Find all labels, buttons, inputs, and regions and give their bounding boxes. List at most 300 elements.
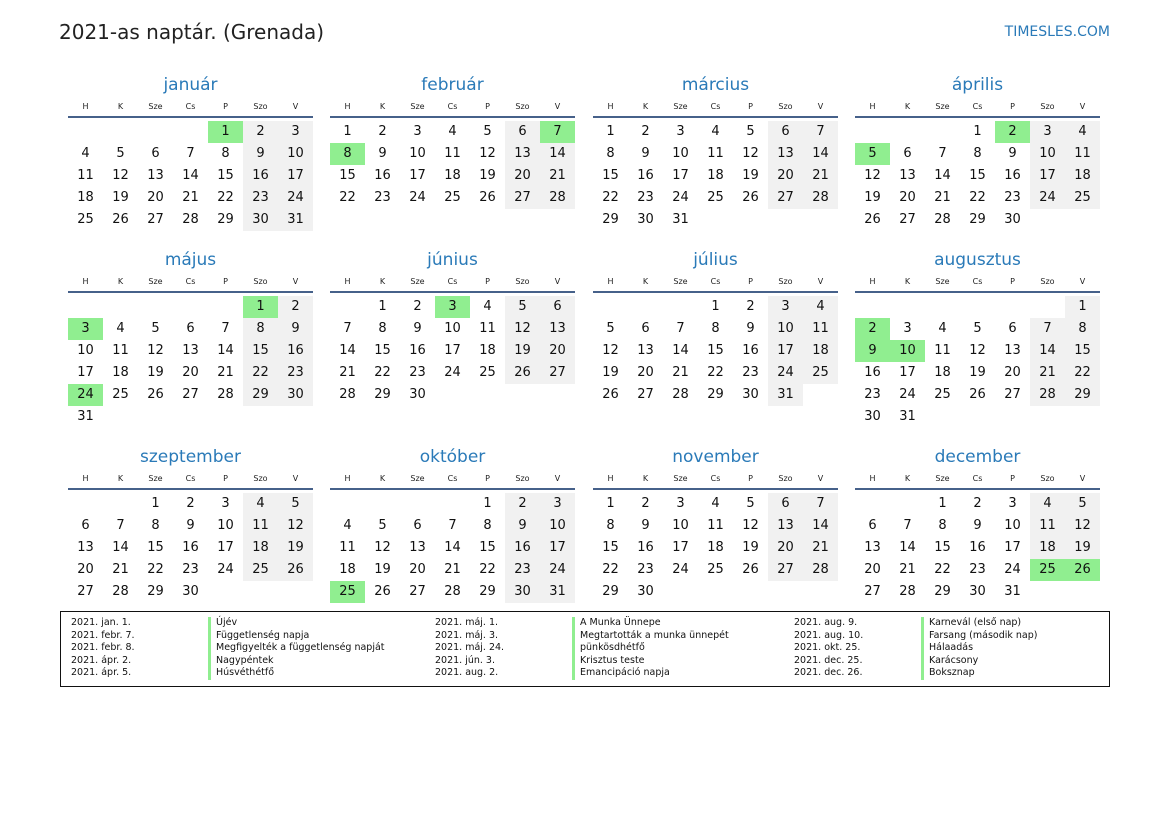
day-cell[interactable]: 11: [479, 321, 496, 336]
day-cell[interactable]: 8: [1065, 318, 1100, 340]
day-cell[interactable]: 28: [339, 387, 356, 402]
day-cell[interactable]: 7: [1030, 318, 1065, 340]
day-cell[interactable]: 10: [672, 518, 689, 533]
day-cell[interactable]: 8: [606, 518, 615, 533]
day-cell[interactable]: 23: [374, 190, 391, 205]
day-cell[interactable]: 2: [641, 496, 650, 511]
day-cell[interactable]: 15: [147, 540, 164, 555]
day-cell[interactable]: 23: [505, 559, 540, 581]
day-cell[interactable]: 28: [803, 559, 838, 581]
day-cell[interactable]: 18: [112, 365, 129, 380]
holiday-day-cell[interactable]: 7: [540, 121, 575, 143]
day-cell[interactable]: 31: [540, 581, 575, 603]
day-cell[interactable]: 3: [768, 296, 803, 318]
day-cell[interactable]: 9: [641, 146, 650, 161]
day-cell[interactable]: 7: [221, 321, 230, 336]
day-cell[interactable]: 8: [221, 146, 230, 161]
day-cell[interactable]: 10: [278, 143, 313, 165]
day-cell[interactable]: 24: [1030, 187, 1065, 209]
day-cell[interactable]: 19: [742, 168, 759, 183]
day-cell[interactable]: 8: [151, 518, 160, 533]
day-cell[interactable]: 27: [864, 584, 881, 599]
day-cell[interactable]: 6: [81, 518, 90, 533]
day-cell[interactable]: 12: [864, 168, 881, 183]
day-cell[interactable]: 22: [374, 365, 391, 380]
day-cell[interactable]: 3: [278, 121, 313, 143]
day-cell[interactable]: 20: [409, 562, 426, 577]
day-cell[interactable]: 29: [969, 212, 986, 227]
day-cell[interactable]: 19: [969, 365, 986, 380]
day-cell[interactable]: 15: [934, 540, 951, 555]
day-cell[interactable]: 15: [243, 340, 278, 362]
day-cell[interactable]: 28: [899, 584, 916, 599]
day-cell[interactable]: 20: [637, 365, 654, 380]
day-cell[interactable]: 5: [378, 518, 387, 533]
day-cell[interactable]: 25: [803, 362, 838, 384]
day-cell[interactable]: 24: [899, 387, 916, 402]
day-cell[interactable]: 6: [151, 146, 160, 161]
day-cell[interactable]: 29: [602, 584, 619, 599]
day-cell[interactable]: 5: [746, 124, 755, 139]
day-cell[interactable]: 24: [409, 190, 426, 205]
day-cell[interactable]: 10: [409, 146, 426, 161]
day-cell[interactable]: 21: [540, 165, 575, 187]
day-cell[interactable]: 30: [637, 212, 654, 227]
holiday-day-cell[interactable]: 26: [1065, 559, 1100, 581]
day-cell[interactable]: 11: [1065, 143, 1100, 165]
day-cell[interactable]: 18: [803, 340, 838, 362]
day-cell[interactable]: 25: [707, 562, 724, 577]
day-cell[interactable]: 13: [77, 540, 94, 555]
day-cell[interactable]: 15: [1065, 340, 1100, 362]
day-cell[interactable]: 21: [672, 365, 689, 380]
day-cell[interactable]: 22: [602, 562, 619, 577]
holiday-day-cell[interactable]: 3: [435, 296, 470, 318]
day-cell[interactable]: 15: [602, 168, 619, 183]
day-cell[interactable]: 6: [903, 146, 912, 161]
day-cell[interactable]: 11: [707, 146, 724, 161]
day-cell[interactable]: 6: [1008, 321, 1017, 336]
day-cell[interactable]: 24: [672, 190, 689, 205]
day-cell[interactable]: 7: [343, 321, 352, 336]
day-cell[interactable]: 17: [1030, 165, 1065, 187]
day-cell[interactable]: 14: [217, 343, 234, 358]
day-cell[interactable]: 5: [505, 296, 540, 318]
day-cell[interactable]: 26: [969, 387, 986, 402]
holiday-day-cell[interactable]: 3: [68, 318, 103, 340]
day-cell[interactable]: 25: [112, 387, 129, 402]
day-cell[interactable]: 27: [899, 212, 916, 227]
day-cell[interactable]: 27: [182, 387, 199, 402]
day-cell[interactable]: 3: [1008, 496, 1017, 511]
day-cell[interactable]: 22: [243, 362, 278, 384]
day-cell[interactable]: 18: [707, 168, 724, 183]
day-cell[interactable]: 12: [505, 318, 540, 340]
day-cell[interactable]: 2: [505, 493, 540, 515]
day-cell[interactable]: 24: [540, 559, 575, 581]
day-cell[interactable]: 1: [343, 124, 352, 139]
day-cell[interactable]: 21: [899, 562, 916, 577]
day-cell[interactable]: 11: [934, 343, 951, 358]
day-cell[interactable]: 8: [606, 146, 615, 161]
day-cell[interactable]: 18: [934, 365, 951, 380]
day-cell[interactable]: 21: [339, 365, 356, 380]
day-cell[interactable]: 21: [934, 190, 951, 205]
day-cell[interactable]: 3: [676, 124, 685, 139]
day-cell[interactable]: 26: [864, 212, 881, 227]
day-cell[interactable]: 28: [540, 187, 575, 209]
day-cell[interactable]: 11: [707, 518, 724, 533]
day-cell[interactable]: 10: [1004, 518, 1021, 533]
day-cell[interactable]: 13: [637, 343, 654, 358]
day-cell[interactable]: 2: [186, 496, 195, 511]
day-cell[interactable]: 4: [1030, 493, 1065, 515]
day-cell[interactable]: 4: [81, 146, 90, 161]
day-cell[interactable]: 5: [116, 146, 125, 161]
day-cell[interactable]: 9: [1008, 146, 1017, 161]
day-cell[interactable]: 17: [77, 365, 94, 380]
day-cell[interactable]: 14: [934, 168, 951, 183]
day-cell[interactable]: 16: [1004, 168, 1021, 183]
day-cell[interactable]: 2: [243, 121, 278, 143]
day-cell[interactable]: 16: [637, 168, 654, 183]
day-cell[interactable]: 7: [903, 518, 912, 533]
day-cell[interactable]: 1: [938, 496, 947, 511]
day-cell[interactable]: 27: [147, 212, 164, 227]
day-cell[interactable]: 11: [339, 540, 356, 555]
day-cell[interactable]: 11: [444, 146, 461, 161]
day-cell[interactable]: 15: [374, 343, 391, 358]
day-cell[interactable]: 28: [1030, 384, 1065, 406]
day-cell[interactable]: 3: [1030, 121, 1065, 143]
day-cell[interactable]: 5: [483, 124, 492, 139]
day-cell[interactable]: 25: [243, 559, 278, 581]
day-cell[interactable]: 26: [278, 559, 313, 581]
holiday-day-cell[interactable]: 9: [855, 340, 890, 362]
day-cell[interactable]: 20: [505, 165, 540, 187]
day-cell[interactable]: 17: [899, 365, 916, 380]
day-cell[interactable]: 28: [444, 584, 461, 599]
day-cell[interactable]: 5: [151, 321, 160, 336]
day-cell[interactable]: 4: [938, 321, 947, 336]
day-cell[interactable]: 7: [803, 121, 838, 143]
day-cell[interactable]: 9: [278, 318, 313, 340]
day-cell[interactable]: 5: [746, 496, 755, 511]
day-cell[interactable]: 22: [602, 190, 619, 205]
day-cell[interactable]: 28: [803, 187, 838, 209]
day-cell[interactable]: 22: [934, 562, 951, 577]
day-cell[interactable]: 26: [742, 562, 759, 577]
day-cell[interactable]: 19: [278, 537, 313, 559]
day-cell[interactable]: 22: [217, 190, 234, 205]
day-cell[interactable]: 14: [672, 343, 689, 358]
day-cell[interactable]: 16: [182, 540, 199, 555]
day-cell[interactable]: 1: [483, 496, 492, 511]
day-cell[interactable]: 2: [641, 124, 650, 139]
day-cell[interactable]: 23: [637, 562, 654, 577]
day-cell[interactable]: 13: [864, 540, 881, 555]
day-cell[interactable]: 7: [448, 518, 457, 533]
day-cell[interactable]: 24: [1004, 562, 1021, 577]
day-cell[interactable]: 24: [217, 562, 234, 577]
day-cell[interactable]: 20: [768, 165, 803, 187]
day-cell[interactable]: 11: [1030, 515, 1065, 537]
day-cell[interactable]: 17: [672, 168, 689, 183]
day-cell[interactable]: 8: [243, 318, 278, 340]
day-cell[interactable]: 29: [1065, 384, 1100, 406]
day-cell[interactable]: 13: [768, 515, 803, 537]
day-cell[interactable]: 14: [899, 540, 916, 555]
day-cell[interactable]: 16: [742, 343, 759, 358]
day-cell[interactable]: 3: [676, 496, 685, 511]
day-cell[interactable]: 31: [77, 409, 94, 424]
day-cell[interactable]: 17: [444, 343, 461, 358]
day-cell[interactable]: 30: [505, 581, 540, 603]
day-cell[interactable]: 14: [803, 143, 838, 165]
day-cell[interactable]: 12: [602, 343, 619, 358]
day-cell[interactable]: 19: [505, 340, 540, 362]
day-cell[interactable]: 21: [803, 165, 838, 187]
day-cell[interactable]: 5: [606, 321, 615, 336]
day-cell[interactable]: 29: [934, 584, 951, 599]
day-cell[interactable]: 6: [868, 518, 877, 533]
day-cell[interactable]: 13: [147, 168, 164, 183]
day-cell[interactable]: 29: [147, 584, 164, 599]
day-cell[interactable]: 23: [969, 562, 986, 577]
day-cell[interactable]: 30: [1004, 212, 1021, 227]
day-cell[interactable]: 9: [243, 143, 278, 165]
day-cell[interactable]: 24: [768, 362, 803, 384]
day-cell[interactable]: 29: [602, 212, 619, 227]
day-cell[interactable]: 12: [112, 168, 129, 183]
day-cell[interactable]: 17: [409, 168, 426, 183]
holiday-day-cell[interactable]: 25: [1030, 559, 1065, 581]
day-cell[interactable]: 12: [1065, 515, 1100, 537]
day-cell[interactable]: 6: [186, 321, 195, 336]
holiday-day-cell[interactable]: 2: [995, 121, 1030, 143]
day-cell[interactable]: 17: [217, 540, 234, 555]
day-cell[interactable]: 30: [864, 409, 881, 424]
day-cell[interactable]: 12: [742, 518, 759, 533]
day-cell[interactable]: 14: [444, 540, 461, 555]
day-cell[interactable]: 27: [768, 187, 803, 209]
day-cell[interactable]: 14: [540, 143, 575, 165]
day-cell[interactable]: 8: [483, 518, 492, 533]
day-cell[interactable]: 12: [147, 343, 164, 358]
holiday-day-cell[interactable]: 8: [330, 143, 365, 165]
day-cell[interactable]: 29: [243, 384, 278, 406]
day-cell[interactable]: 26: [374, 584, 391, 599]
day-cell[interactable]: 7: [676, 321, 685, 336]
day-cell[interactable]: 18: [444, 168, 461, 183]
day-cell[interactable]: 22: [339, 190, 356, 205]
day-cell[interactable]: 18: [479, 343, 496, 358]
day-cell[interactable]: 13: [768, 143, 803, 165]
day-cell[interactable]: 6: [413, 518, 422, 533]
day-cell[interactable]: 18: [243, 537, 278, 559]
day-cell[interactable]: 16: [637, 540, 654, 555]
day-cell[interactable]: 16: [374, 168, 391, 183]
day-cell[interactable]: 9: [413, 321, 422, 336]
day-cell[interactable]: 26: [742, 190, 759, 205]
day-cell[interactable]: 21: [444, 562, 461, 577]
day-cell[interactable]: 31: [278, 209, 313, 231]
site-link[interactable]: TIMESLES.COM: [1004, 24, 1110, 40]
day-cell[interactable]: 27: [409, 584, 426, 599]
day-cell[interactable]: 6: [768, 121, 803, 143]
day-cell[interactable]: 8: [711, 321, 720, 336]
day-cell[interactable]: 8: [938, 518, 947, 533]
day-cell[interactable]: 21: [1030, 362, 1065, 384]
day-cell[interactable]: 29: [217, 212, 234, 227]
day-cell[interactable]: 6: [641, 321, 650, 336]
day-cell[interactable]: 30: [243, 209, 278, 231]
day-cell[interactable]: 18: [77, 190, 94, 205]
day-cell[interactable]: 3: [221, 496, 230, 511]
day-cell[interactable]: 17: [278, 165, 313, 187]
day-cell[interactable]: 16: [243, 165, 278, 187]
day-cell[interactable]: 10: [1030, 143, 1065, 165]
day-cell[interactable]: 30: [278, 384, 313, 406]
day-cell[interactable]: 19: [479, 168, 496, 183]
day-cell[interactable]: 13: [182, 343, 199, 358]
day-cell[interactable]: 14: [112, 540, 129, 555]
day-cell[interactable]: 22: [147, 562, 164, 577]
day-cell[interactable]: 4: [116, 321, 125, 336]
day-cell[interactable]: 17: [768, 340, 803, 362]
day-cell[interactable]: 30: [969, 584, 986, 599]
day-cell[interactable]: 14: [803, 515, 838, 537]
day-cell[interactable]: 14: [182, 168, 199, 183]
day-cell[interactable]: 27: [637, 387, 654, 402]
day-cell[interactable]: 14: [1030, 340, 1065, 362]
day-cell[interactable]: 4: [711, 124, 720, 139]
day-cell[interactable]: 11: [243, 515, 278, 537]
day-cell[interactable]: 19: [1065, 537, 1100, 559]
day-cell[interactable]: 21: [182, 190, 199, 205]
day-cell[interactable]: 21: [803, 537, 838, 559]
day-cell[interactable]: 20: [864, 562, 881, 577]
day-cell[interactable]: 26: [479, 190, 496, 205]
holiday-day-cell[interactable]: 1: [208, 121, 243, 143]
day-cell[interactable]: 27: [505, 187, 540, 209]
day-cell[interactable]: 2: [413, 299, 422, 314]
day-cell[interactable]: 9: [186, 518, 195, 533]
day-cell[interactable]: 1: [711, 299, 720, 314]
day-cell[interactable]: 18: [707, 540, 724, 555]
day-cell[interactable]: 27: [77, 584, 94, 599]
day-cell[interactable]: 6: [505, 121, 540, 143]
day-cell[interactable]: 19: [742, 540, 759, 555]
day-cell[interactable]: 1: [606, 496, 615, 511]
day-cell[interactable]: 29: [374, 387, 391, 402]
day-cell[interactable]: 15: [339, 168, 356, 183]
day-cell[interactable]: 16: [409, 343, 426, 358]
day-cell[interactable]: 3: [413, 124, 422, 139]
day-cell[interactable]: 23: [182, 562, 199, 577]
day-cell[interactable]: 22: [1065, 362, 1100, 384]
day-cell[interactable]: 28: [217, 387, 234, 402]
day-cell[interactable]: 11: [77, 168, 94, 183]
day-cell[interactable]: 1: [378, 299, 387, 314]
day-cell[interactable]: 22: [707, 365, 724, 380]
day-cell[interactable]: 12: [742, 146, 759, 161]
day-cell[interactable]: 1: [606, 124, 615, 139]
day-cell[interactable]: 18: [1030, 537, 1065, 559]
day-cell[interactable]: 22: [969, 190, 986, 205]
day-cell[interactable]: 24: [444, 365, 461, 380]
day-cell[interactable]: 4: [343, 518, 352, 533]
holiday-day-cell[interactable]: 2: [855, 318, 890, 340]
day-cell[interactable]: 15: [479, 540, 496, 555]
day-cell[interactable]: 1: [1065, 296, 1100, 318]
day-cell[interactable]: 10: [77, 343, 94, 358]
holiday-day-cell[interactable]: 24: [68, 384, 103, 406]
day-cell[interactable]: 13: [1004, 343, 1021, 358]
day-cell[interactable]: 13: [409, 540, 426, 555]
day-cell[interactable]: 15: [217, 168, 234, 183]
day-cell[interactable]: 4: [803, 296, 838, 318]
day-cell[interactable]: 30: [742, 387, 759, 402]
day-cell[interactable]: 30: [182, 584, 199, 599]
day-cell[interactable]: 4: [711, 496, 720, 511]
day-cell[interactable]: 30: [409, 387, 426, 402]
day-cell[interactable]: 8: [973, 146, 982, 161]
day-cell[interactable]: 12: [479, 146, 496, 161]
day-cell[interactable]: 19: [112, 190, 129, 205]
day-cell[interactable]: 4: [448, 124, 457, 139]
day-cell[interactable]: 20: [77, 562, 94, 577]
day-cell[interactable]: 28: [672, 387, 689, 402]
holiday-day-cell[interactable]: 1: [243, 296, 278, 318]
day-cell[interactable]: 14: [339, 343, 356, 358]
day-cell[interactable]: 31: [899, 409, 916, 424]
day-cell[interactable]: 5: [278, 493, 313, 515]
day-cell[interactable]: 31: [1004, 584, 1021, 599]
day-cell[interactable]: 25: [479, 365, 496, 380]
day-cell[interactable]: 28: [182, 212, 199, 227]
day-cell[interactable]: 2: [278, 296, 313, 318]
day-cell[interactable]: 13: [505, 143, 540, 165]
day-cell[interactable]: 22: [479, 562, 496, 577]
day-cell[interactable]: 25: [707, 190, 724, 205]
day-cell[interactable]: 28: [112, 584, 129, 599]
day-cell[interactable]: 9: [378, 146, 387, 161]
day-cell[interactable]: 23: [864, 387, 881, 402]
day-cell[interactable]: 7: [938, 146, 947, 161]
day-cell[interactable]: 10: [217, 518, 234, 533]
day-cell[interactable]: 6: [540, 296, 575, 318]
day-cell[interactable]: 20: [182, 365, 199, 380]
day-cell[interactable]: 10: [672, 146, 689, 161]
day-cell[interactable]: 25: [77, 212, 94, 227]
day-cell[interactable]: 27: [1004, 387, 1021, 402]
day-cell[interactable]: 18: [339, 562, 356, 577]
day-cell[interactable]: 13: [899, 168, 916, 183]
day-cell[interactable]: 4: [243, 493, 278, 515]
day-cell[interactable]: 12: [969, 343, 986, 358]
day-cell[interactable]: 24: [672, 562, 689, 577]
day-cell[interactable]: 21: [112, 562, 129, 577]
day-cell[interactable]: 17: [1004, 540, 1021, 555]
day-cell[interactable]: 19: [602, 365, 619, 380]
day-cell[interactable]: 20: [1004, 365, 1021, 380]
day-cell[interactable]: 23: [243, 187, 278, 209]
day-cell[interactable]: 31: [768, 384, 803, 406]
day-cell[interactable]: 1: [151, 496, 160, 511]
day-cell[interactable]: 6: [768, 493, 803, 515]
day-cell[interactable]: 2: [378, 124, 387, 139]
